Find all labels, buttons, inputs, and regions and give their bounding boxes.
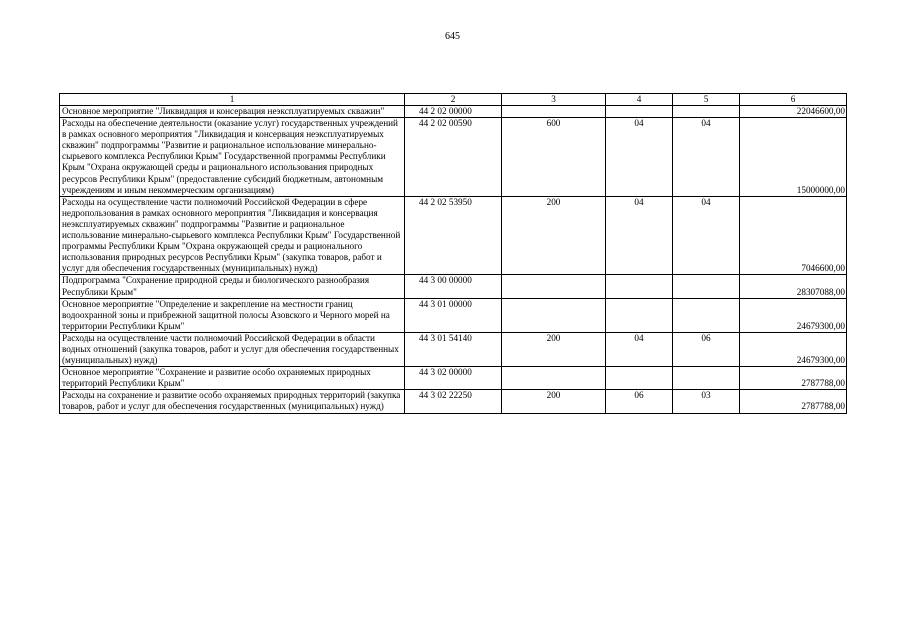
header-row — [60, 94, 847, 106]
budget-code-cell: 44 3 01 00000 — [405, 298, 502, 332]
budget-code-cell: 44 3 01 54140 — [405, 332, 502, 366]
expense-type-cell — [502, 367, 606, 390]
column-header: 2 — [405, 94, 502, 106]
budget-code-cell: 44 3 00 00000 — [405, 275, 502, 298]
subsection-cell: 03 — [673, 390, 740, 413]
amount-cell: 24679300,00 — [740, 332, 847, 366]
subsection-cell — [673, 275, 740, 298]
subsection-cell: 04 — [673, 118, 740, 197]
amount-cell: 7046600,00 — [740, 196, 847, 275]
amount-cell: 28307088,00 — [740, 275, 847, 298]
row-name-cell: Основное мероприятие "Определение и закрепление на местности границ водоохранной зоны и прибрежной защитной полосы Азовского и Черного морей на территории Республики Крым" — [60, 298, 405, 332]
row-name-cell: Подпрограмма "Сохранение природной среды и биологического разнообразия Республики Крым" — [60, 275, 405, 298]
column-header: 6 — [740, 94, 847, 106]
table-row — [60, 275, 847, 298]
row-name-cell: Расходы на осуществление части полномочий Российской Федерации в области водных отношений (закупка товаров, работ и услуг для обеспечения государственных (муниципальных) нужд) — [60, 332, 405, 366]
expense-type-cell — [502, 298, 606, 332]
amount-cell: 22046600,00 — [740, 106, 847, 118]
section-cell: 04 — [606, 118, 673, 197]
column-header: 4 — [606, 94, 673, 106]
table-row — [60, 118, 847, 197]
section-cell — [606, 367, 673, 390]
table-row — [60, 332, 847, 366]
amount-cell: 2787788,00 — [740, 390, 847, 413]
section-cell — [606, 275, 673, 298]
row-name-cell: Основное мероприятие "Ликвидация и консервация неэксплуатируемых скважин" — [60, 106, 405, 118]
row-name-cell: Расходы на сохранение и развитие особо охраняемых природных территорий (закупка товаров, работ и услуг для обеспечения государственных (муниципальных) нужд) — [60, 390, 405, 413]
expense-type-cell: 200 — [502, 332, 606, 366]
budget-code-cell: 44 3 02 00000 — [405, 367, 502, 390]
subsection-cell — [673, 367, 740, 390]
subsection-cell — [673, 106, 740, 118]
subsection-cell — [673, 298, 740, 332]
section-cell: 04 — [606, 196, 673, 275]
expense-type-cell: 200 — [502, 196, 606, 275]
budget-code-cell: 44 2 02 53950 — [405, 196, 502, 275]
column-header: 1 — [60, 94, 405, 106]
expense-type-cell: 600 — [502, 118, 606, 197]
amount-cell: 24679300,00 — [740, 298, 847, 332]
budget-code-cell: 44 2 02 00590 — [405, 118, 502, 197]
budget-table — [59, 93, 847, 414]
section-cell: 04 — [606, 332, 673, 366]
column-header: 5 — [673, 94, 740, 106]
table-row — [60, 106, 847, 118]
section-cell: 06 — [606, 390, 673, 413]
table-row — [60, 196, 847, 275]
table-row — [60, 298, 847, 332]
amount-cell: 15000000,00 — [740, 118, 847, 197]
table-row — [60, 367, 847, 390]
section-cell — [606, 106, 673, 118]
page-number: 645 — [445, 31, 460, 42]
expense-type-cell — [502, 275, 606, 298]
amount-cell: 2787788,00 — [740, 367, 847, 390]
column-header: 3 — [502, 94, 606, 106]
table-row — [60, 390, 847, 413]
budget-code-cell: 44 2 02 00000 — [405, 106, 502, 118]
row-name-cell: Расходы на осуществление части полномочий Российской Федерации в сфере недропользования в рамках основного мероприятия "Ликвидация и консервация неэксплуатируемых скважин" подпрограммы "Развитие и рациональное использование минерально-сырьевого комплекса Республики Крым" Государственной программы Республики Крым "Охрана окружающей среды и рационального использования природных ресурсов Республики Крым" (закупка товаров, работ и услуг для обеспечения государственных (муниципальных) нужд) — [60, 196, 405, 275]
section-cell — [606, 298, 673, 332]
row-name-cell: Расходы на обеспечение деятельности (оказание услуг) государственных учреждений в рамках основного мероприятия "Ликвидация и консервация неэксплуатируемых скважин" подпрограммы "Развитие и рациональное использование минерально-сырьевого комплекса Республики Крым" Государственной программы Республики Крым "Охрана окружающей среды и рационального использования природных ресурсов Республики Крым" (предоставление субсидий бюджетным, автономным учреждениям и иным некоммерческим организациям) — [60, 118, 405, 197]
budget-code-cell: 44 3 02 22250 — [405, 390, 502, 413]
row-name-cell: Основное мероприятие "Сохранение и развитие особо охраняемых природных территорий Республики Крым" — [60, 367, 405, 390]
expense-type-cell — [502, 106, 606, 118]
subsection-cell: 06 — [673, 332, 740, 366]
subsection-cell: 04 — [673, 196, 740, 275]
expense-type-cell: 200 — [502, 390, 606, 413]
